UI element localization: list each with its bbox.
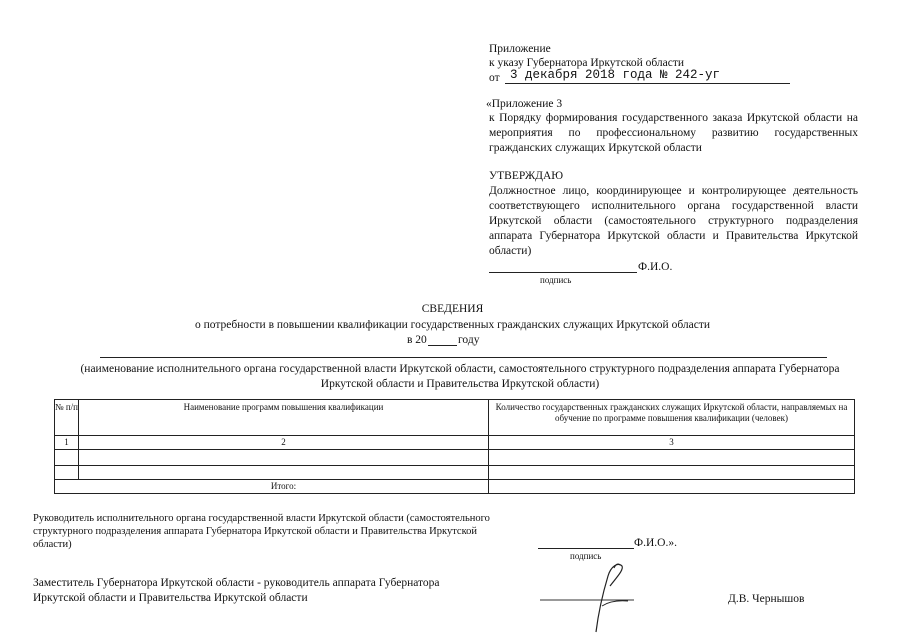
approve-title: УТВЕРЖДАЮ [489,170,564,182]
year-blank-line [428,345,457,346]
signer-name: Д.В. Чернышов [728,593,805,605]
needs-table [54,399,855,494]
col-header-count: Количество государственных гражданских служащих Иркутской области, направляемых на обучение по программе повышения квалификации (человек) [495,402,848,423]
document-title: СВЕДЕНИЯ [421,303,484,315]
footer-fio: Ф.И.О.». [634,537,677,549]
footer-head-text: Руководитель исполнительного органа государственной власти Иркутской области (самостоятельного структурного подразделения аппарата Губернатора Иркутской области и Правительства Иркутской области) [33,513,490,550]
org-name-line [100,357,827,358]
footer-deputy-text: Заместитель Губернатора Иркутской области - руководитель аппарата Губернатора Иркутской области и Правительства Иркутской области [33,577,440,604]
footer-signature-line [538,548,634,549]
header-line-2: к указу Губернатора Иркутской области [489,57,685,69]
org-caption: (наименование исполнительного органа государственной власти Иркутской области, самостоятельного структурного подразделения аппарата Губернатора Иркутской области и Правительства Иркутской области) [80,363,840,390]
year-prefix: в 20 [407,334,427,346]
col-header-num: № п/п [55,402,78,412]
appendix-text: к Порядку формирования государственного заказа Иркутской области на мероприятия по профессиональному развитию государственных гражданских служащих Иркутской области [489,112,858,154]
year-suffix: году [458,334,480,346]
col-index-2: 2 [281,437,286,447]
approve-fio: Ф.И.О. [638,261,673,273]
col-index-3: 3 [669,437,674,447]
approve-signature-line [489,272,637,273]
document-subtitle: о потребности в повышении квалификации государственных гражданских служащих Иркутской области [194,319,711,331]
approve-text: Должностное лицо, координирующее и контролирующее деятельность соответствующего исполнительного органа государственной власти Иркутской области (самостоятельного структурного подразделения аппарата Губернатора Иркутской области и Правительства Иркутской области) [489,185,858,257]
col-index-1: 1 [64,437,69,447]
col-header-programs: Наименование программ повышения квалификации [183,402,384,412]
header-date-number: 3 декабря 2018 года № 242-уг [510,68,721,82]
approve-sign-caption: подпись [540,275,572,285]
header-line-1: Приложение [489,43,551,55]
header-from-label: от [489,72,500,84]
total-label: Итого: [270,481,297,491]
footer-sign-caption: подпись [570,551,602,561]
appendix-title: «Приложение 3 [486,98,563,110]
header-date-underline [505,83,790,84]
handwritten-signature [538,556,648,634]
